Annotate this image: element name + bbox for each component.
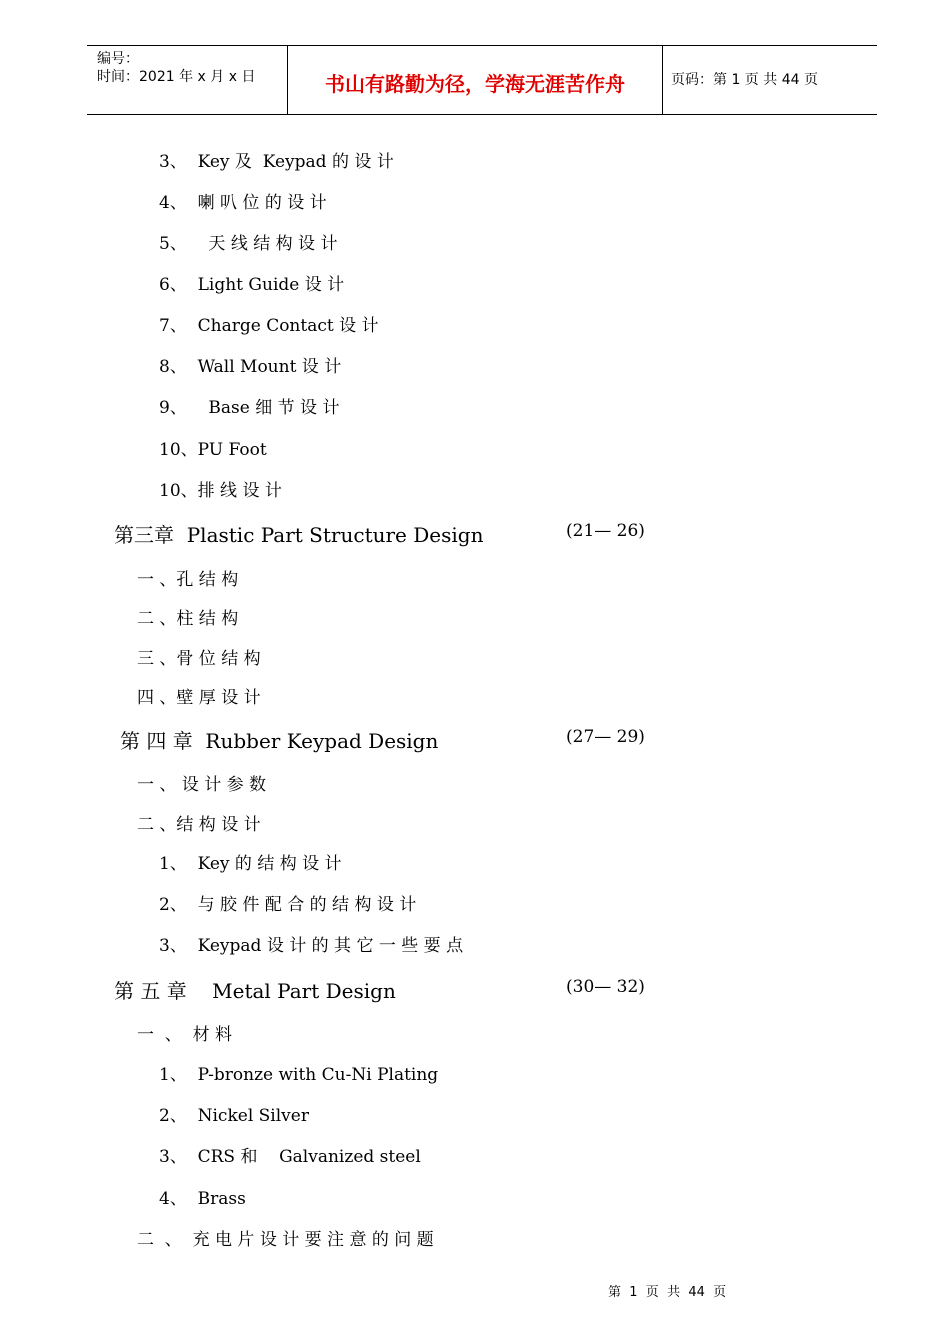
chapter-5-range: (30— 32): [566, 977, 645, 997]
toc-item: 1、 Key 的 结 构 设 计: [159, 854, 342, 874]
footer-page-number: 第 1 页 共 44 页: [608, 1285, 727, 1300]
toc-item: 6、 Light Guide 设 计: [159, 275, 345, 295]
toc-item: 1、 P-bronze with Cu-Ni Plating: [159, 1065, 439, 1085]
header-right-cell: [662, 46, 877, 114]
toc-item: 2、 与 胶 件 配 合 的 结 构 设 计: [159, 895, 417, 915]
toc-item: 7、 Charge Contact 设 计: [159, 316, 379, 336]
chapter-3-title: 第三章 Plastic Part Structure Design: [114, 523, 484, 547]
chapter-4-range: (27— 29): [566, 727, 645, 747]
header-table: [87, 45, 877, 115]
chapter-3-range: (21— 26): [566, 521, 645, 541]
toc-item: 3、 Key 及 Keypad 的 设 计: [159, 152, 394, 172]
toc-item: 9、 Base 细 节 设 计: [159, 398, 340, 418]
toc-item: 3、 Keypad 设 计 的 其 它 一 些 要 点: [159, 936, 464, 956]
toc-item: 4、 Brass: [159, 1189, 246, 1209]
chapter-4-title: 第 四 章 Rubber Keypad Design: [120, 729, 439, 753]
toc-item: 10、PU Foot: [159, 440, 267, 460]
document-number-label: 编号：: [97, 51, 139, 67]
header-left-cell: [87, 46, 287, 114]
header-motto: 书山有路勤为径，学海无涯苦作舟: [325, 72, 625, 96]
toc-item: 8、 Wall Mount 设 计: [159, 357, 342, 377]
toc-item: 5、 天 线 结 构 设 计: [159, 234, 338, 254]
toc-item: 四 、壁 厚 设 计: [137, 688, 261, 708]
toc-item: 二 、结 构 设 计: [137, 815, 261, 835]
toc-item: 2、 Nickel Silver: [159, 1106, 309, 1126]
document-time-label: 时间：2021 年 x 月 x 日: [97, 69, 256, 85]
chapter-5-title: 第 五 章 Metal Part Design: [114, 979, 396, 1003]
toc-item: 一 、 设 计 参 数: [137, 775, 267, 795]
toc-item: 10、排 线 设 计: [159, 481, 282, 501]
header-page-label: 页码：第 1 页 共 44 页: [671, 72, 818, 88]
toc-item: 3、 CRS 和 Galvanized steel: [159, 1147, 421, 1167]
toc-item: 二 、 充 电 片 设 计 要 注 意 的 问 题: [137, 1230, 434, 1250]
toc-item: 4、 喇 叭 位 的 设 计: [159, 193, 327, 213]
toc-item: 三 、骨 位 结 构: [137, 649, 261, 669]
toc-item: 二 、柱 结 构: [137, 609, 239, 629]
toc-item: 一 、 材 料: [137, 1025, 233, 1045]
header-middle-cell: [287, 46, 663, 114]
toc-item: 一 、孔 结 构: [137, 570, 239, 590]
